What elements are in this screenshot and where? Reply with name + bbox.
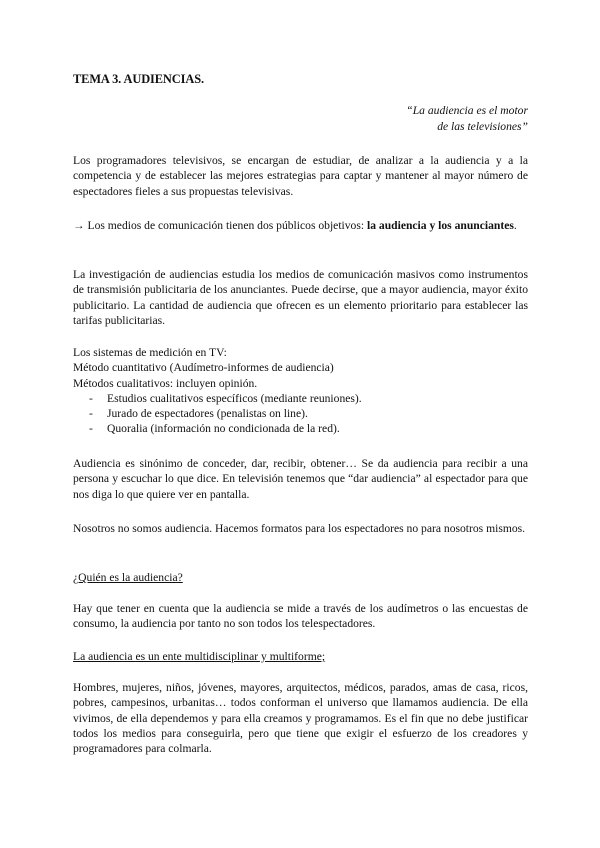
paragraph-programadores: Los programadores televisivos, se encargan de estudiar, de analizar a la audiencia y a la competencia y de establecer las mejores estrategias para captar y mantener al mayor número de espectadores fieles a sus propuestas televisivas. [73,154,528,198]
document-title: TEMA 3. AUDIENCIAS. [73,72,204,86]
dash-marker: - [89,391,93,405]
paragraph-universo: Hombres, mujeres, niños, jóvenes, mayores, arquitectos, médicos, parados, amas de casa, ricos, pobres, campesinos, urbanitas… todos conforman el universo que llamamos audiencia. De ella vivimos, de ella dependemos y para ella creamos y programamos. Es el fin que no debe justificar todos los medios para conseguirla, pero que tiene que exigir el esfuerzo de los creadores y programadores para colmarla. [73,681,528,756]
publicos-bold: la audiencia y los anunciantes [366,219,514,232]
paragraph-publicos-objetivos [73,218,528,233]
list-item-text: Quoralia (información no condicionada de la red). [107,422,340,436]
list-item [73,421,528,436]
list-item-text: Jurado de espectadores (penalistas on line). [107,407,308,421]
list-item-text: Estudios cualitativos específicos (mediante reuniones). [107,391,362,405]
dash-marker: - [89,407,93,421]
sistemas-medicion [73,345,528,437]
paragraph-sinonimo: Audiencia es sinónimo de conceder, dar, recibir, obtener… Se da audiencia para recibir a una persona y escuchar lo que dice. En televisión tenemos que “dar audiencia” al espectador para que nos diga lo que quiere ver en pantalla. [73,457,528,501]
metodo-cuantitativo: Método cuantitativo (Audímetro-informes de audiencia) [73,361,334,375]
paragraph-investigacion: La investigación de audiencias estudia los medios de comunicación masivos como instrumentos de transmisión publicitaria de los anunciantes. Puede decirse, que a mayor audiencia, mayor éxito publicitario. La cantidad de audiencia que ofrecen es un elemento prioritario para establecer las tarifas publicitarias. [73,268,528,327]
quote-line-2: de las televisiones” [437,120,528,133]
arrow-icon: → [73,219,85,232]
bullet-list [73,391,528,437]
epigraph-quote [406,103,528,135]
heading-quien-es: ¿Quién es la audiencia? [73,571,183,584]
metodos-cualitativos: Métodos cualitativos: incluyen opinión. [73,376,258,390]
sistemas-heading: Los sistemas de medición en TV: [73,346,227,359]
publicos-end: . [513,219,517,232]
publicos-text: Los medios de comunicación tienen dos públicos objetivos: [84,219,367,232]
list-item [73,406,528,421]
list-item [73,391,528,406]
paragraph-audimetros: Hay que tener en cuenta que la audiencia se mide a través de los audímetros o las encuestas de consumo, la audiencia por tanto no son todos los telespectadores. [73,602,528,631]
dash-marker: - [89,422,93,436]
paragraph-nosotros: Nosotros no somos audiencia. Hacemos formatos para los espectadores no para nosotros mismos. [73,522,526,535]
heading-multidisciplinar: La audiencia es un ente multidisciplinar y multiforme; [73,650,326,663]
quote-line-1: “La audiencia es el motor [406,104,528,117]
